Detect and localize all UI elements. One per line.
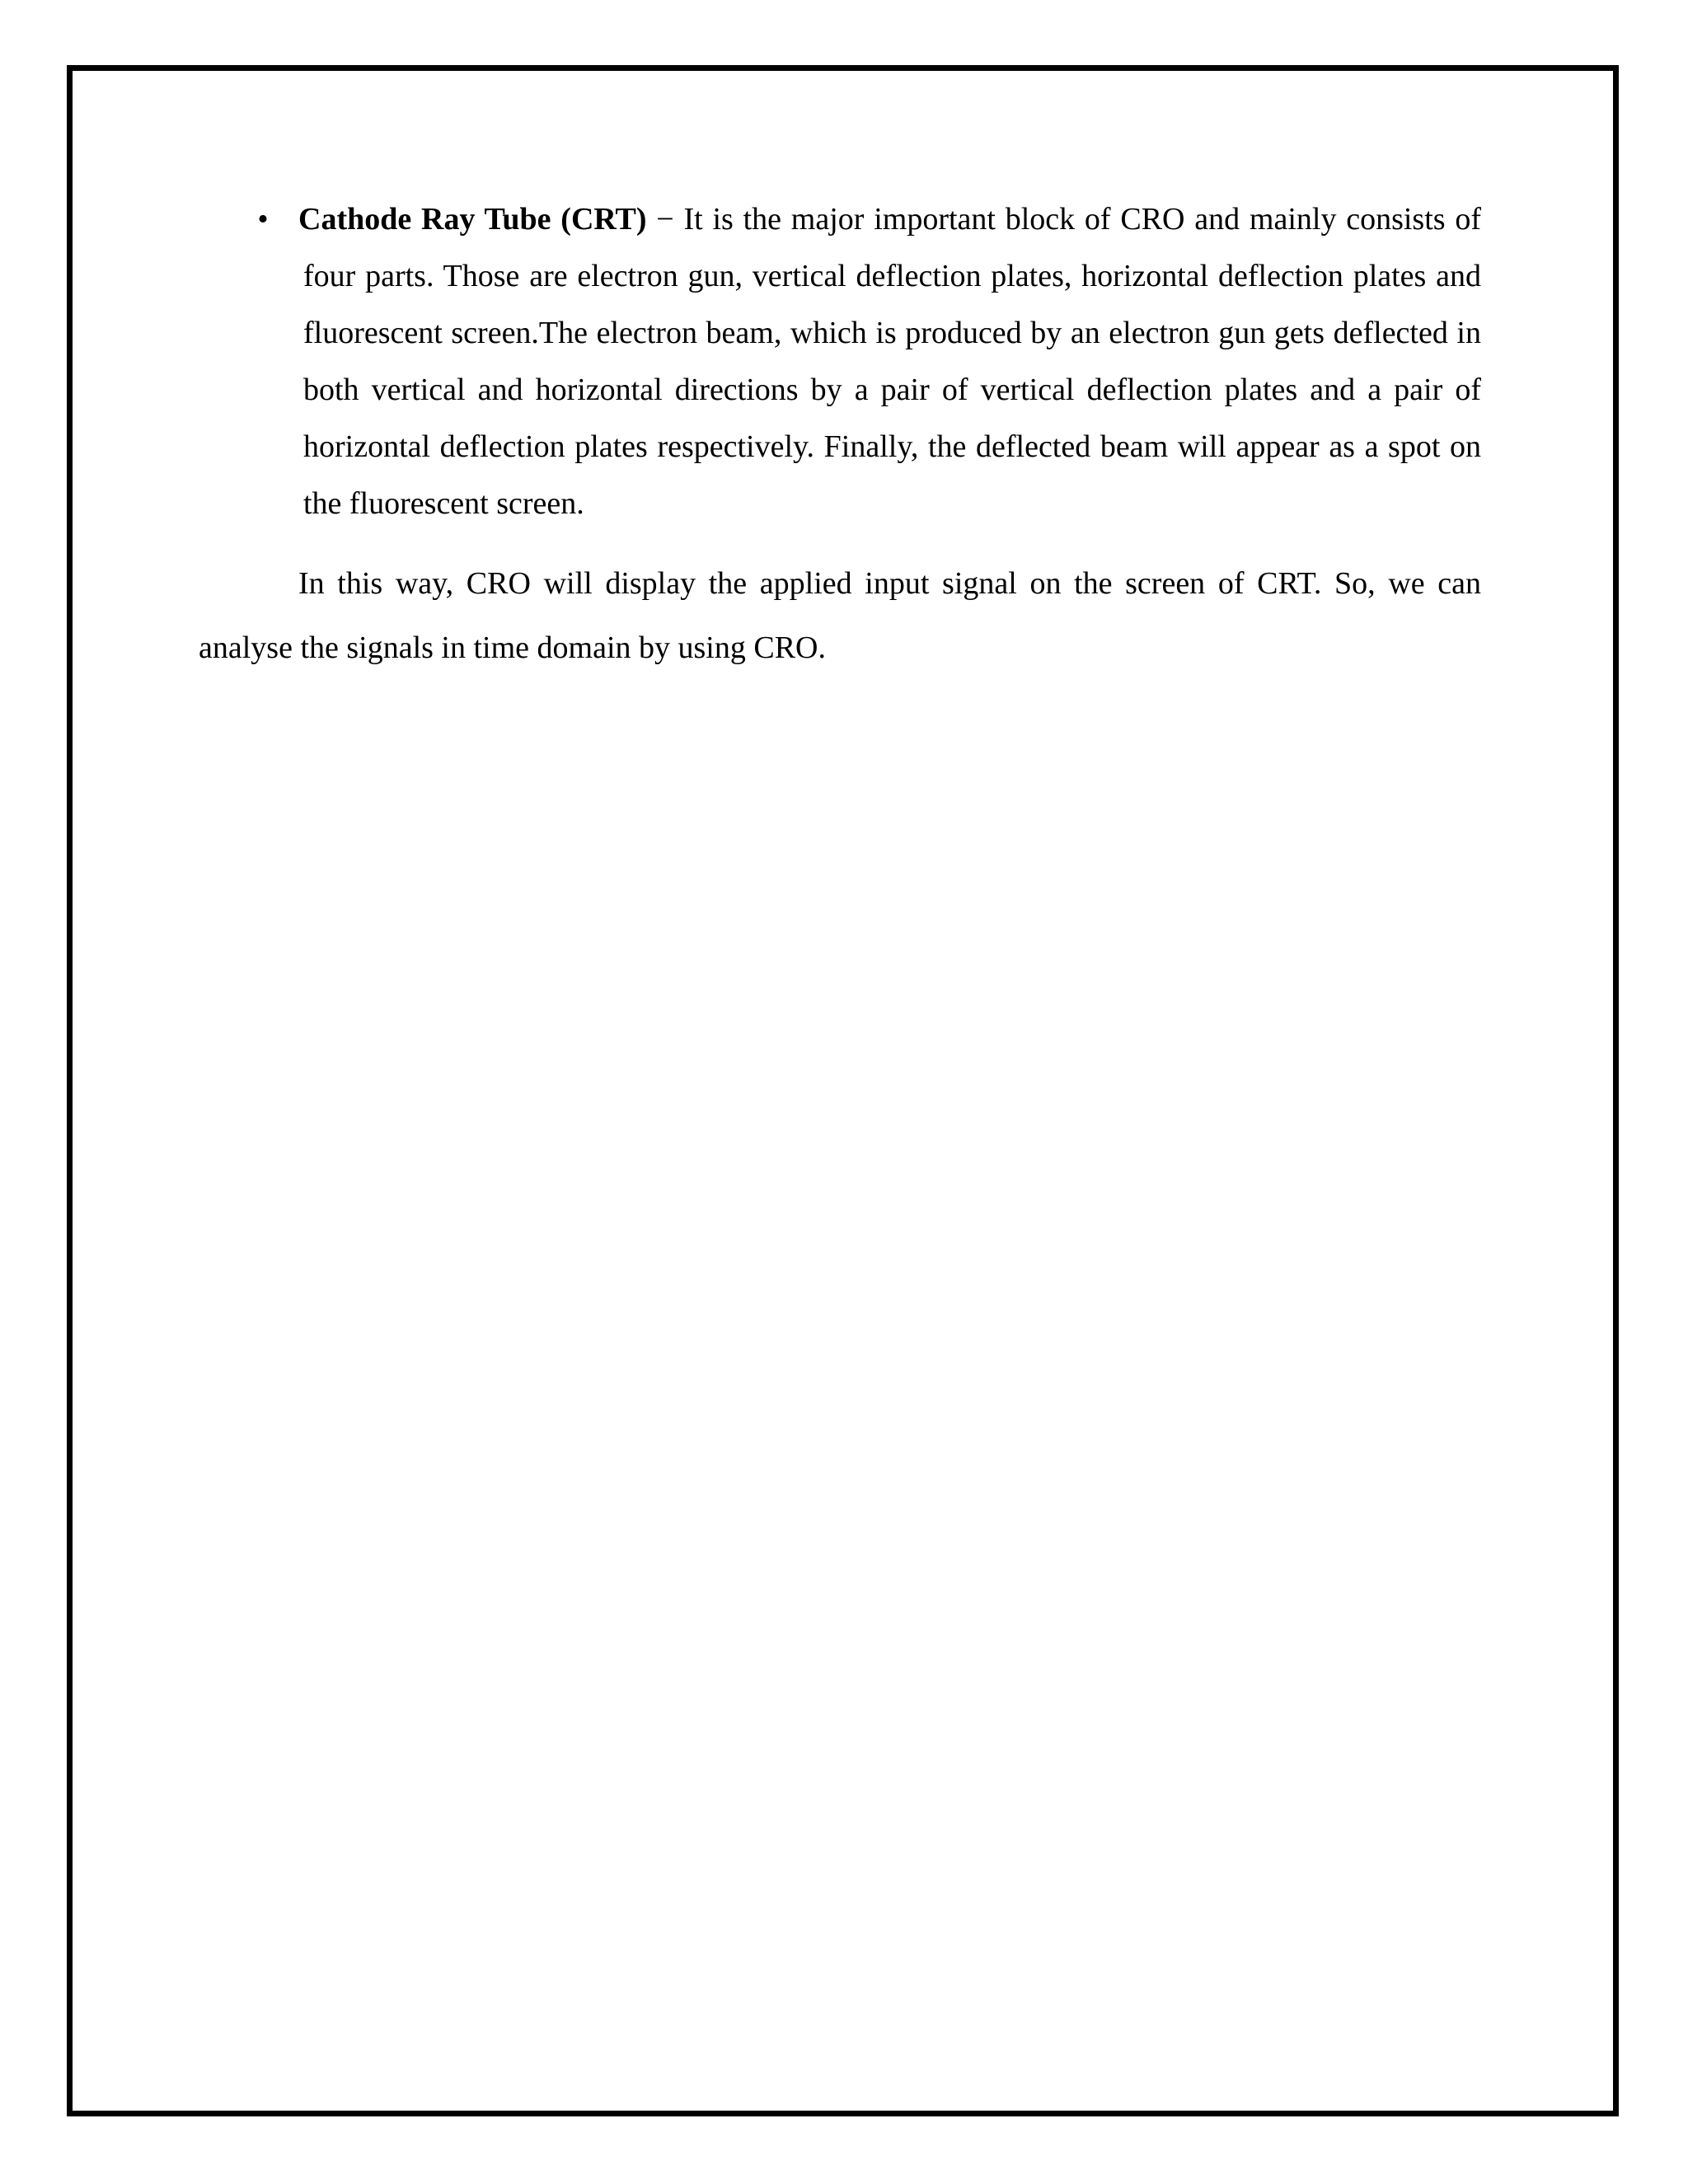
bullet-description: − It is the major important block of CRO and mainly consists of four parts. Those are electron gun, vertical deflection plates, horizontal deflection plates and fluorescent screen.The electron beam, which is produced by an electron gun gets deflected in both vertical and horizontal directions by a pair of vertical deflection plates and a pair of horizontal deflection plates respectively. Finally, the deflected beam will appear as a spot on the fluorescent screen. <box>303 202 1481 521</box>
bullet-term <box>298 202 647 237</box>
bullet-marker: • <box>257 202 269 237</box>
page-content <box>199 191 1481 711</box>
bullet-item-crt <box>199 191 1481 532</box>
bullet-term-label: Cathode Ray Tube (CRT) <box>298 202 647 237</box>
body-paragraph: In this way, CRO will display the applied input signal on the screen of CRT. So, we can analyse the signals in time domain by using CRO. <box>199 566 1481 665</box>
